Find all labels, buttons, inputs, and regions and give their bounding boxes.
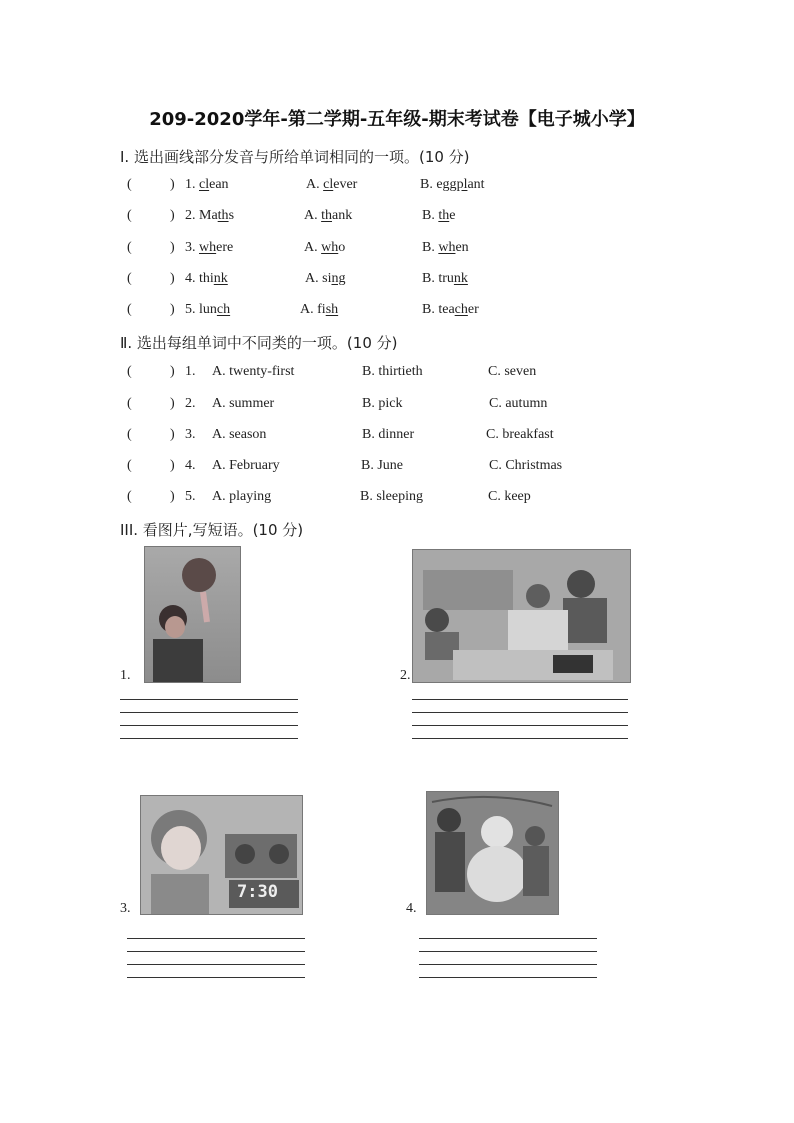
option-b[interactable] xyxy=(422,302,479,318)
underlined-part: cl xyxy=(199,177,210,192)
answer-paren-open[interactable]: ( xyxy=(127,364,132,379)
underlined-part: nk xyxy=(213,271,228,286)
word-part: ean xyxy=(209,177,229,192)
option-a[interactable]: A. February xyxy=(212,458,280,473)
question-row xyxy=(0,364,794,384)
answer-line[interactable] xyxy=(419,938,597,939)
picture-number-4: 4. xyxy=(406,901,417,916)
answer-paren-open[interactable]: ( xyxy=(127,208,132,223)
option-c[interactable]: C. breakfast xyxy=(486,427,554,442)
answer-paren-close[interactable]: ) xyxy=(170,177,175,192)
option-label: B. xyxy=(422,240,435,255)
option-label: B. xyxy=(422,302,435,317)
word-part: tru xyxy=(438,271,454,286)
answer-paren-close[interactable]: ) xyxy=(170,489,175,504)
option-b[interactable]: B. sleeping xyxy=(360,489,423,504)
option-b[interactable] xyxy=(422,240,469,256)
option-a[interactable] xyxy=(300,302,338,318)
answer-line[interactable] xyxy=(412,712,628,713)
option-c[interactable]: C. seven xyxy=(488,364,537,379)
answer-paren-close[interactable]: ) xyxy=(170,364,175,379)
answer-line[interactable] xyxy=(120,699,298,700)
question-number: 2. xyxy=(185,208,196,223)
answer-paren-open[interactable]: ( xyxy=(127,240,132,255)
answer-line[interactable] xyxy=(412,699,628,700)
option-a[interactable] xyxy=(306,177,357,193)
option-b[interactable] xyxy=(422,271,468,287)
word-part: s xyxy=(228,208,235,223)
question-number: 3. xyxy=(185,240,196,255)
option-a[interactable] xyxy=(305,271,345,287)
word-part: er xyxy=(467,302,479,317)
question-word xyxy=(185,177,229,193)
option-c[interactable]: C. autumn xyxy=(489,396,548,411)
answer-paren-close[interactable]: ) xyxy=(170,208,175,223)
question-row xyxy=(0,240,794,260)
section3-heading: III. 看图片,写短语。(10 分) xyxy=(120,521,304,539)
underlined-part: sh xyxy=(325,302,339,317)
answer-paren-open[interactable]: ( xyxy=(127,177,132,192)
option-b[interactable]: B. June xyxy=(361,458,403,473)
answer-paren-open[interactable]: ( xyxy=(127,396,132,411)
option-b[interactable] xyxy=(422,208,455,224)
option-a[interactable]: A. twenty-first xyxy=(212,364,295,379)
answer-paren-close[interactable]: ) xyxy=(170,458,175,473)
answer-line[interactable] xyxy=(127,938,305,939)
word-part: lun xyxy=(199,302,217,317)
word-part: tea xyxy=(438,302,455,317)
word-part: ank xyxy=(332,208,353,223)
word-part: egg xyxy=(436,177,457,192)
picture-number-3: 3. xyxy=(120,901,131,916)
answer-paren-open[interactable]: ( xyxy=(127,302,132,317)
answer-paren-close[interactable]: ) xyxy=(170,302,175,317)
girl-clock-photo-icon xyxy=(140,795,303,915)
answer-paren-close[interactable]: ) xyxy=(170,240,175,255)
question-word xyxy=(185,302,230,318)
question-number: 4. xyxy=(185,271,196,286)
answer-paren-close[interactable]: ) xyxy=(170,396,175,411)
picture-number-2: 2. xyxy=(400,668,411,683)
answer-line[interactable] xyxy=(120,738,298,739)
underlined-part: wh xyxy=(438,240,456,255)
option-b[interactable]: B. pick xyxy=(362,396,403,411)
page-title: 209-2020学年-第二学期-五年级-期末考试卷【电子城小学】 xyxy=(149,109,645,130)
word-part: thi xyxy=(199,271,214,286)
question-row xyxy=(0,302,794,322)
answer-line[interactable] xyxy=(127,977,305,978)
answer-line[interactable] xyxy=(127,951,305,952)
underlined-part: nk xyxy=(453,271,468,286)
option-label: A. xyxy=(304,240,318,255)
option-b[interactable]: B. dinner xyxy=(362,427,415,442)
word-part: e xyxy=(449,208,456,223)
answer-paren-open[interactable]: ( xyxy=(127,489,132,504)
underlined-part: ch xyxy=(216,302,231,317)
answer-line[interactable] xyxy=(419,977,597,978)
underlined-part: cl xyxy=(323,177,334,192)
option-label: B. xyxy=(420,177,433,192)
answer-line[interactable] xyxy=(419,964,597,965)
answer-paren-open[interactable]: ( xyxy=(127,458,132,473)
picture-number-1: 1. xyxy=(120,668,131,683)
boy-basketball-photo-icon xyxy=(144,546,241,683)
option-label: A. xyxy=(305,271,319,286)
underlined-part: th xyxy=(438,208,450,223)
question-row xyxy=(0,208,794,228)
option-a[interactable]: A. summer xyxy=(212,396,275,411)
answer-paren-close[interactable]: ) xyxy=(170,271,175,286)
word-part: en xyxy=(455,240,469,255)
section1-heading: Ⅰ. 选出画线部分发音与所给单词相同的一项。(10 分) xyxy=(120,148,470,166)
underlined-part: ch xyxy=(454,302,468,317)
answer-line[interactable] xyxy=(412,738,628,739)
underlined-part: wh xyxy=(199,240,217,255)
question-number: 5. xyxy=(185,302,196,317)
answer-paren-close[interactable]: ) xyxy=(170,427,175,442)
underlined-part: ng xyxy=(331,271,346,286)
question-number: 1. xyxy=(185,364,196,379)
question-number: 1. xyxy=(185,177,196,192)
question-row xyxy=(0,271,794,291)
question-row xyxy=(0,489,794,509)
question-row xyxy=(0,458,794,478)
option-label: A. xyxy=(306,177,320,192)
section2-heading: Ⅱ. 选出每组单词中不同类的一项。(10 分) xyxy=(120,334,398,352)
question-word xyxy=(185,240,233,256)
question-number: 4. xyxy=(185,458,196,473)
option-a[interactable]: A. playing xyxy=(212,489,272,504)
word-part: ever xyxy=(333,177,358,192)
answer-line[interactable] xyxy=(127,964,305,965)
family-picnic-photo-icon xyxy=(412,549,631,683)
question-number: 2. xyxy=(185,396,196,411)
answer-line[interactable] xyxy=(419,951,597,952)
option-a[interactable]: A. season xyxy=(212,427,267,442)
word-part: ere xyxy=(216,240,234,255)
word-part: si xyxy=(322,271,332,286)
question-row xyxy=(0,427,794,447)
option-label: B. xyxy=(422,208,435,223)
word-part: fi xyxy=(317,302,326,317)
question-word xyxy=(185,208,234,224)
underlined-part: pl xyxy=(456,177,468,192)
underlined-part: th xyxy=(217,208,229,223)
answer-paren-open[interactable]: ( xyxy=(127,271,132,286)
question-number: 3. xyxy=(185,427,196,442)
question-row xyxy=(0,396,794,416)
underlined-part: th xyxy=(321,208,333,223)
option-label: B. xyxy=(422,271,435,286)
word-part: ant xyxy=(467,177,485,192)
option-b[interactable]: B. thirtieth xyxy=(362,364,423,379)
clock-display: 7:30 xyxy=(237,882,278,902)
word-part: o xyxy=(338,240,346,255)
option-c[interactable]: C. keep xyxy=(488,489,531,504)
answer-paren-open[interactable]: ( xyxy=(127,427,132,442)
answer-line[interactable] xyxy=(412,725,628,726)
option-b[interactable] xyxy=(420,177,485,193)
question-word xyxy=(185,271,228,287)
option-c[interactable]: C. Christmas xyxy=(489,458,563,473)
answer-line[interactable] xyxy=(120,725,298,726)
word-part: Ma xyxy=(199,208,218,223)
question-row xyxy=(0,177,794,197)
option-label: A. xyxy=(300,302,314,317)
underlined-part: wh xyxy=(321,240,339,255)
snowman-photo-icon xyxy=(426,791,559,915)
option-label: A. xyxy=(304,208,318,223)
answer-line[interactable] xyxy=(120,712,298,713)
option-a[interactable] xyxy=(304,208,352,224)
question-number: 5. xyxy=(185,489,196,504)
option-a[interactable] xyxy=(304,240,345,256)
